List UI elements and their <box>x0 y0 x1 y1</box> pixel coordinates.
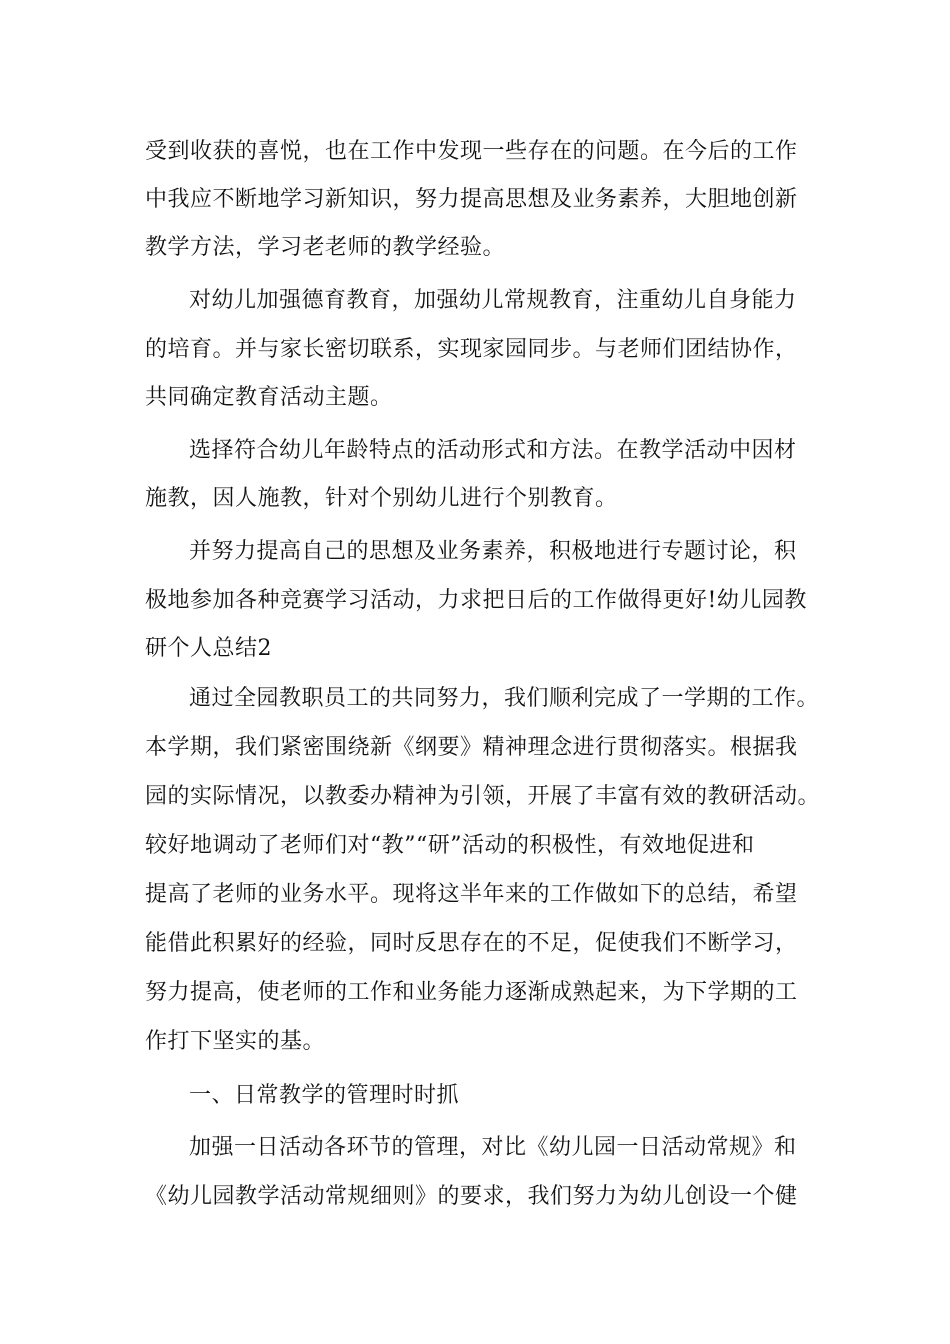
text-line: 作打下坚实的基。 <box>145 1029 326 1054</box>
text-line: 能借此积累好的经验，同时反思存在的不足，促使我们不断学习， <box>145 931 798 956</box>
paragraph-start-line: 对幼儿加强德育教育，加强幼儿常规教育，注重幼儿自身能力 <box>189 288 797 313</box>
paragraph-start-line: 通过全园教职员工的共同努力，我们顺利完成了一学期的工作。 <box>189 686 820 711</box>
text-line: 受到收获的喜悦，也在工作中发现一些存在的问题。在今后的工作 <box>145 139 798 164</box>
text-line: 努力提高，使老师的工作和业务能力逐渐成熟起来，为下学期的工 <box>145 980 798 1005</box>
text-line: 教学方法，学习老老师的教学经验。 <box>145 235 506 260</box>
text-line: 中我应不断地学习新知识，努力提高思想及业务素养，大胆地创新 <box>145 187 798 212</box>
text-line: 提高了老师的业务水平。现将这半年来的工作做如下的总结，希望 <box>145 882 798 907</box>
text-line: 施教，因人施教，针对个别幼儿进行个别教育。 <box>145 486 618 511</box>
text-line: 共同确定教育活动主题。 <box>145 385 393 410</box>
paragraph-start-line: 加强一日活动各环节的管理，对比《幼儿园一日活动常规》和 <box>189 1135 797 1160</box>
text-line: 的培育。并与家长密切联系，实现家园同步。与老师们团结协作， <box>145 337 798 362</box>
text-line: 极地参加各种竞赛学习活动，力求把日后的工作做得更好!幼儿园教 <box>145 588 807 613</box>
text-line: 研个人总结2 <box>145 636 272 661</box>
text-line: 园的实际情况，以教委办精神为引领，开展了丰富有效的教研活动。 <box>145 784 821 809</box>
text-line: 较好地调动了老师们对“教”“研”活动的积极性，有效地促进和 <box>145 833 755 858</box>
paragraph-start-line: 并努力提高自己的思想及业务素养，积极地进行专题讨论，积 <box>189 539 797 564</box>
paragraph-start-line: 选择符合幼儿年龄特点的活动形式和方法。在教学活动中因材 <box>189 438 797 463</box>
section-heading: 一、日常教学的管理时时抓 <box>189 1083 460 1108</box>
text-line: 《幼儿园教学活动常规细则》的要求，我们努力为幼儿创设一个健 <box>145 1184 798 1209</box>
text-line: 本学期，我们紧密围绕新《纲要》精神理念进行贯彻落实。根据我 <box>145 735 798 760</box>
